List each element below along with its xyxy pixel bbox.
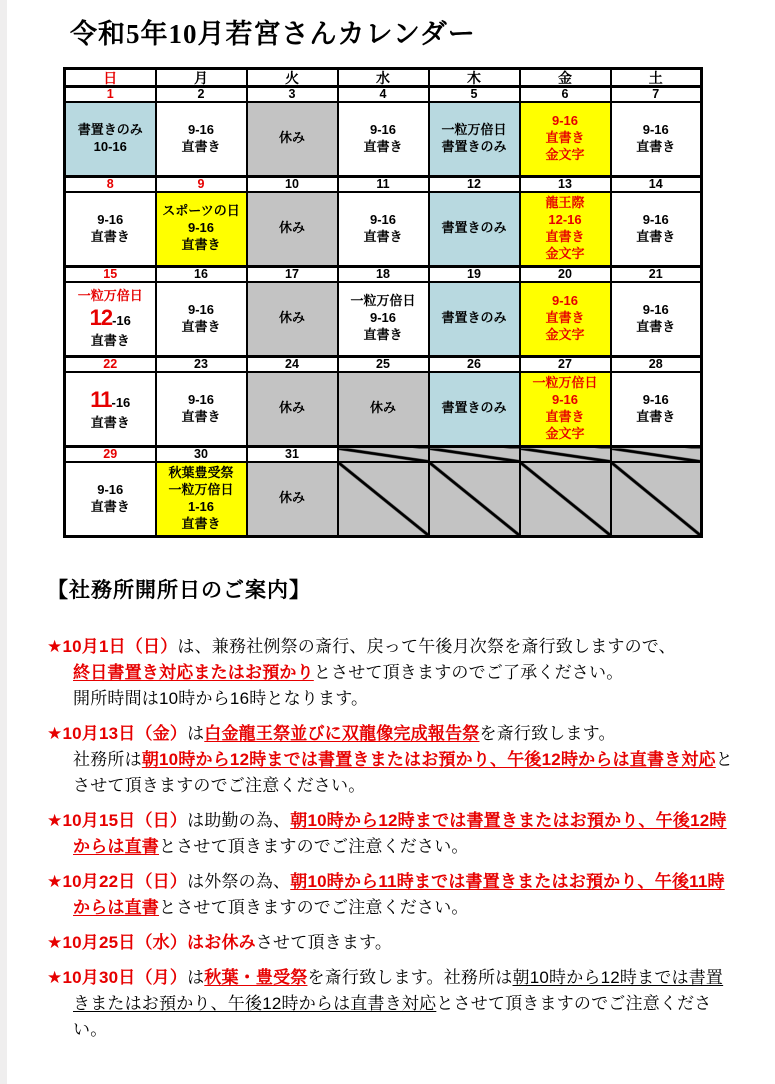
text-segment: 火 <box>285 69 299 86</box>
day-cell <box>65 282 156 357</box>
date-cell <box>156 87 247 102</box>
day-cell-line <box>157 392 246 409</box>
notice-item <box>47 634 740 712</box>
date-cell <box>611 87 702 102</box>
weekday-header-cell <box>611 69 702 87</box>
day-cell-line <box>339 229 428 246</box>
day-cell-line <box>521 392 610 409</box>
day-cell-line <box>66 333 155 350</box>
text-segment: は <box>187 724 205 743</box>
text-segment: ★10月25日（水）はお休み <box>47 933 256 952</box>
day-cell-line <box>157 237 246 254</box>
text-segment: 直書き <box>363 228 403 244</box>
text-segment: 一粒万倍日 <box>441 121 507 137</box>
text-segment: 社務所は <box>73 750 142 769</box>
text-segment: 12-16 <box>548 211 582 227</box>
text-segment: 一粒万倍日 <box>350 293 416 309</box>
text-segment: 休み <box>278 220 305 236</box>
day-cell <box>247 282 338 357</box>
day-cell-line <box>66 499 155 516</box>
text-segment: 日 <box>103 69 118 86</box>
date-cell <box>65 87 156 102</box>
date-cell <box>429 447 520 462</box>
text-segment: 12 <box>89 305 113 331</box>
day-cell <box>156 372 247 447</box>
day-cell-line <box>157 319 246 336</box>
day-cell-line <box>521 310 610 327</box>
day-cell <box>429 282 520 357</box>
day-cell-line <box>521 130 610 147</box>
day-cell-line <box>157 203 246 220</box>
day-cell-line <box>248 490 337 507</box>
day-cell-line <box>66 212 155 229</box>
text-segment: ★10月30日（月） <box>47 968 188 987</box>
date-cell <box>65 357 156 372</box>
text-segment: 朝10時から12時までは書置きまたはお預かり、午後12時からは直書 <box>73 811 727 856</box>
week-row <box>65 192 702 267</box>
text-segment: 9-16 <box>187 391 215 407</box>
date-cell <box>520 267 611 282</box>
day-cell-line <box>339 122 428 139</box>
text-segment: 一粒万倍日 <box>532 374 598 390</box>
text-segment: 13 <box>558 177 572 191</box>
text-segment: 直書き <box>363 327 403 343</box>
day-cell-line <box>66 415 155 432</box>
date-cell <box>520 447 611 462</box>
text-segment: 直書き <box>545 228 585 244</box>
text-segment: -16 <box>112 313 131 329</box>
text-segment: 直書き <box>90 498 130 514</box>
text-segment: 9-16 <box>551 293 579 309</box>
day-cell <box>520 102 611 177</box>
day-cell <box>156 462 247 537</box>
text-segment: 9-16 <box>642 391 669 407</box>
text-segment: 書置きのみ <box>441 310 507 326</box>
text-segment: 秋葉豊受祭 <box>168 464 234 480</box>
text-segment: とさせて頂きますのでご注意ください。 <box>73 994 712 1039</box>
text-segment: 直書き <box>181 138 221 154</box>
date-cell <box>247 177 338 192</box>
text-segment: 木 <box>467 69 481 86</box>
day-cell <box>520 372 611 447</box>
date-cell <box>429 177 520 192</box>
day-cell-line <box>339 400 428 417</box>
date-cell <box>338 267 429 282</box>
text-segment: 31 <box>285 447 299 461</box>
date-cell <box>65 447 156 462</box>
day-cell-line <box>430 220 519 237</box>
day-cell-line <box>66 288 155 305</box>
day-cell-line <box>521 375 610 392</box>
text-segment: 29 <box>103 447 118 461</box>
day-cell-line <box>66 304 155 333</box>
day-cell-line <box>521 246 610 263</box>
text-segment: 9 <box>197 177 205 191</box>
text-segment: 直書き <box>181 515 221 531</box>
text-segment: ★10月22日（日） <box>47 872 188 891</box>
text-segment: 17 <box>285 267 299 281</box>
text-segment: 14 <box>648 177 663 191</box>
text-segment: 金 <box>558 69 572 86</box>
notice-item <box>47 965 740 1043</box>
text-segment: 直書き <box>636 318 676 334</box>
weekday-header-cell <box>156 69 247 87</box>
day-cell-line <box>612 302 701 319</box>
text-segment: 9-16 <box>642 211 669 227</box>
weekday-header-cell <box>338 69 429 87</box>
text-segment: 9-16 <box>187 121 215 137</box>
day-cell <box>338 102 429 177</box>
text-segment: 直書き <box>636 228 676 244</box>
text-segment: 朝10時から12時までは書置きまたはお預かり、午後12時からは直書き対応 <box>141 750 716 769</box>
text-segment: 3 <box>288 87 296 101</box>
date-row <box>65 87 702 102</box>
text-segment: とさせて頂きますのでご了承ください。 <box>313 663 624 682</box>
day-cell-line <box>612 319 701 336</box>
notice-item <box>47 721 740 799</box>
text-segment: 9-16 <box>369 310 397 326</box>
text-segment: 一粒万倍日 <box>77 287 143 303</box>
day-cell-line <box>157 499 246 516</box>
date-row <box>65 267 702 282</box>
date-cell <box>338 357 429 372</box>
text-segment: は助勤の為、 <box>187 811 291 830</box>
text-segment: 1 <box>106 87 114 101</box>
text-segment: 9-16 <box>97 211 124 227</box>
day-cell-line <box>66 482 155 499</box>
text-segment: 直書き <box>636 408 676 424</box>
scan-edge <box>0 0 7 1084</box>
text-segment: とさせて頂きますのでご注意ください。 <box>159 837 469 856</box>
day-cell-line <box>430 122 519 139</box>
text-segment: 一粒万倍日 <box>168 481 234 497</box>
day-cell-line <box>157 139 246 156</box>
text-segment: 直書き <box>181 318 221 334</box>
text-segment: 5 <box>470 87 478 101</box>
text-segment: 休み <box>278 490 305 506</box>
text-segment: 直書き <box>545 310 585 326</box>
day-cell <box>247 102 338 177</box>
day-cell-line <box>339 310 428 327</box>
text-segment: 9-16 <box>97 481 124 497</box>
weekday-header-row <box>65 69 702 87</box>
text-segment: は、兼務社例祭の斎行、戻って午後月次祭を斎行致しますので、 <box>177 637 676 656</box>
day-cell-line <box>157 122 246 139</box>
text-segment: は <box>187 968 205 987</box>
day-cell-line <box>612 392 701 409</box>
date-cell <box>611 447 702 462</box>
day-cell-line <box>612 139 701 156</box>
day-cell-line <box>521 113 610 130</box>
day-cell <box>611 102 702 177</box>
day-cell-line <box>248 400 337 417</box>
date-cell <box>65 177 156 192</box>
day-cell-line <box>157 465 246 482</box>
text-segment: させて頂きます。 <box>255 933 393 952</box>
day-cell <box>338 462 429 537</box>
date-cell <box>429 87 520 102</box>
text-segment: を斎行致します。社務所は <box>307 968 513 987</box>
day-cell-line <box>339 327 428 344</box>
day-cell <box>65 372 156 447</box>
day-cell <box>429 462 520 537</box>
date-cell <box>611 267 702 282</box>
day-cell-line <box>157 302 246 319</box>
day-cell <box>156 282 247 357</box>
day-cell <box>247 372 338 447</box>
day-cell-line <box>521 212 610 229</box>
date-cell <box>247 357 338 372</box>
day-cell-line <box>612 212 701 229</box>
text-segment: 朝10時から12時までは書置きまたはお預かり、午後12時からは直書き対応 <box>73 968 724 1013</box>
text-segment: 書置きのみ <box>77 121 143 137</box>
notice-heading: 【社務所開所日のご案内】 <box>47 579 311 602</box>
day-cell-line <box>521 426 610 443</box>
text-segment: 開所時間は10時から16時となります。 <box>73 689 369 708</box>
text-segment: 土 <box>648 69 663 86</box>
day-cell-line <box>521 195 610 212</box>
date-row <box>65 177 702 192</box>
day-cell-line <box>339 139 428 156</box>
text-segment: 白金龍王祭並びに双龍像完成報告祭 <box>204 724 480 743</box>
text-segment: 21 <box>648 267 663 281</box>
date-row <box>65 447 702 462</box>
text-segment: 1-16 <box>187 498 215 514</box>
text-segment: 休み <box>278 130 305 146</box>
weekday-header-cell <box>65 69 156 87</box>
day-cell <box>247 462 338 537</box>
day-cell-line <box>66 139 155 156</box>
day-cell <box>520 192 611 267</box>
date-cell <box>429 267 520 282</box>
day-cell <box>65 192 156 267</box>
day-cell <box>156 102 247 177</box>
text-segment: 9-16 <box>642 121 669 137</box>
text-segment: ★10月15日（日） <box>47 811 188 830</box>
date-cell <box>338 87 429 102</box>
day-cell <box>611 372 702 447</box>
text-segment: 金文字 <box>545 147 585 163</box>
text-segment: を斎行致します。 <box>479 724 616 743</box>
text-segment: 18 <box>376 267 390 281</box>
day-cell-line <box>430 139 519 156</box>
text-segment: 12 <box>467 177 481 191</box>
text-segment: 27 <box>558 357 572 371</box>
day-cell <box>520 282 611 357</box>
day-cell-line <box>521 327 610 344</box>
day-cell-line <box>612 409 701 426</box>
text-segment: 直書き <box>90 228 130 244</box>
text-segment: 9-16 <box>369 211 397 227</box>
text-segment: 秋葉・豊受祭 <box>204 968 308 987</box>
date-cell <box>338 447 429 462</box>
text-segment: 直書き <box>636 138 676 154</box>
text-segment: 28 <box>648 357 663 371</box>
text-segment: 4 <box>379 87 387 101</box>
notice-item <box>47 869 740 921</box>
date-cell <box>520 357 611 372</box>
day-cell-line <box>248 130 337 147</box>
day-cell <box>611 282 702 357</box>
week-row <box>65 102 702 177</box>
week-row <box>65 282 702 357</box>
date-cell <box>156 267 247 282</box>
text-segment: 直書き <box>181 237 221 253</box>
day-cell-line <box>430 310 519 327</box>
week-row <box>65 372 702 447</box>
day-cell <box>520 462 611 537</box>
day-cell-line <box>66 122 155 139</box>
day-cell-line <box>521 293 610 310</box>
date-cell <box>611 177 702 192</box>
text-segment: 金文字 <box>545 327 585 343</box>
calendar-body <box>65 87 702 537</box>
text-segment: 書置きのみ <box>441 138 507 154</box>
day-cell <box>429 192 520 267</box>
text-segment: 6 <box>561 87 569 101</box>
text-segment: 11 <box>90 387 112 412</box>
day-cell <box>611 192 702 267</box>
day-cell <box>338 282 429 357</box>
text-segment: 終日書置き対応またはお預かり <box>73 663 314 682</box>
notice-items <box>47 634 740 1043</box>
text-segment: 10-16 <box>93 138 127 154</box>
text-segment: 龍王際 <box>545 194 585 210</box>
day-cell-line <box>612 122 701 139</box>
day-cell-line <box>521 229 610 246</box>
text-segment: 金文字 <box>545 245 585 261</box>
text-segment: 2 <box>197 87 205 101</box>
text-segment: 朝10時から11時までは書置きまたはお預かり、午後11時からは直書 <box>73 872 725 917</box>
text-segment: 直書き <box>90 414 130 430</box>
notice-item <box>47 930 740 956</box>
text-segment: 金文字 <box>545 425 585 441</box>
text-segment: 24 <box>285 357 299 371</box>
text-segment: 水 <box>376 69 390 86</box>
text-segment: スポーツの日 <box>162 203 240 219</box>
day-cell <box>611 462 702 537</box>
day-cell-line <box>157 516 246 533</box>
day-cell-line <box>339 212 428 229</box>
day-cell-line <box>248 310 337 327</box>
date-cell <box>520 177 611 192</box>
text-segment: -16 <box>111 395 131 410</box>
text-segment: ★10月1日（日） <box>47 637 178 656</box>
text-segment: 直書き <box>90 333 130 349</box>
day-cell-line <box>339 293 428 310</box>
date-cell <box>156 357 247 372</box>
day-cell-line <box>157 409 246 426</box>
day-cell <box>156 192 247 267</box>
text-segment: 15 <box>103 267 118 281</box>
text-segment: 9-16 <box>551 391 579 407</box>
text-segment: 7 <box>652 87 660 101</box>
date-cell <box>65 267 156 282</box>
day-cell <box>429 372 520 447</box>
text-segment: 10 <box>285 177 299 191</box>
weekday-header-cell <box>520 69 611 87</box>
weekday-header-cell <box>429 69 520 87</box>
date-cell <box>247 267 338 282</box>
page-title: 令和5年10月若宮さんカレンダー <box>70 19 476 49</box>
text-segment: 9-16 <box>187 220 215 236</box>
text-segment: は外祭の為、 <box>187 872 291 891</box>
text-segment: 直書き <box>181 408 221 424</box>
date-cell <box>338 177 429 192</box>
text-segment: 20 <box>558 267 572 281</box>
text-segment: 22 <box>103 357 118 371</box>
date-cell <box>156 447 247 462</box>
text-segment: 26 <box>467 357 481 371</box>
day-cell <box>338 192 429 267</box>
week-row <box>65 462 702 537</box>
text-segment: 9-16 <box>369 121 397 137</box>
day-cell-line <box>157 482 246 499</box>
text-segment: 直書き <box>545 408 585 424</box>
day-cell-line <box>157 220 246 237</box>
day-cell-line <box>612 229 701 246</box>
date-row <box>65 357 702 372</box>
date-cell <box>611 357 702 372</box>
text-segment: 8 <box>106 177 114 191</box>
text-segment: 休み <box>278 400 305 416</box>
day-cell <box>338 372 429 447</box>
day-cell-line <box>66 229 155 246</box>
day-cell-line <box>66 386 155 415</box>
text-segment: ★10月13日（金） <box>47 724 188 743</box>
text-segment: 休み <box>278 310 305 326</box>
text-segment: 9-16 <box>187 301 215 317</box>
day-cell-line <box>430 400 519 417</box>
text-segment: 16 <box>194 267 208 281</box>
text-segment: 休み <box>369 400 396 416</box>
day-cell <box>65 102 156 177</box>
day-cell <box>429 102 520 177</box>
day-cell-line <box>521 147 610 164</box>
text-segment: 月 <box>194 69 208 86</box>
text-segment: 23 <box>194 357 208 371</box>
text-segment: 直書き <box>363 138 403 154</box>
text-segment: 19 <box>467 267 481 281</box>
notice-item <box>47 808 740 860</box>
date-cell <box>429 357 520 372</box>
text-segment: 書置きのみ <box>441 400 507 416</box>
text-segment: 25 <box>376 357 390 371</box>
day-cell-line <box>248 220 337 237</box>
text-segment: 書置きのみ <box>441 220 507 236</box>
text-segment: 9-16 <box>642 301 669 317</box>
notice-section <box>47 574 740 1052</box>
day-cell <box>247 192 338 267</box>
text-segment: 30 <box>194 447 208 461</box>
date-cell <box>156 177 247 192</box>
text-segment: とさせて頂きますのでご注意ください。 <box>159 898 469 917</box>
date-cell <box>247 87 338 102</box>
calendar-table <box>63 67 703 538</box>
text-segment: 直書き <box>545 130 585 146</box>
day-cell-line <box>521 409 610 426</box>
date-cell <box>247 447 338 462</box>
weekday-header-cell <box>247 69 338 87</box>
text-segment: とさせて頂きますのでご注意ください。 <box>73 750 733 795</box>
text-segment: 11 <box>376 177 390 191</box>
text-segment: 9-16 <box>551 113 579 129</box>
day-cell <box>65 462 156 537</box>
date-cell <box>520 87 611 102</box>
